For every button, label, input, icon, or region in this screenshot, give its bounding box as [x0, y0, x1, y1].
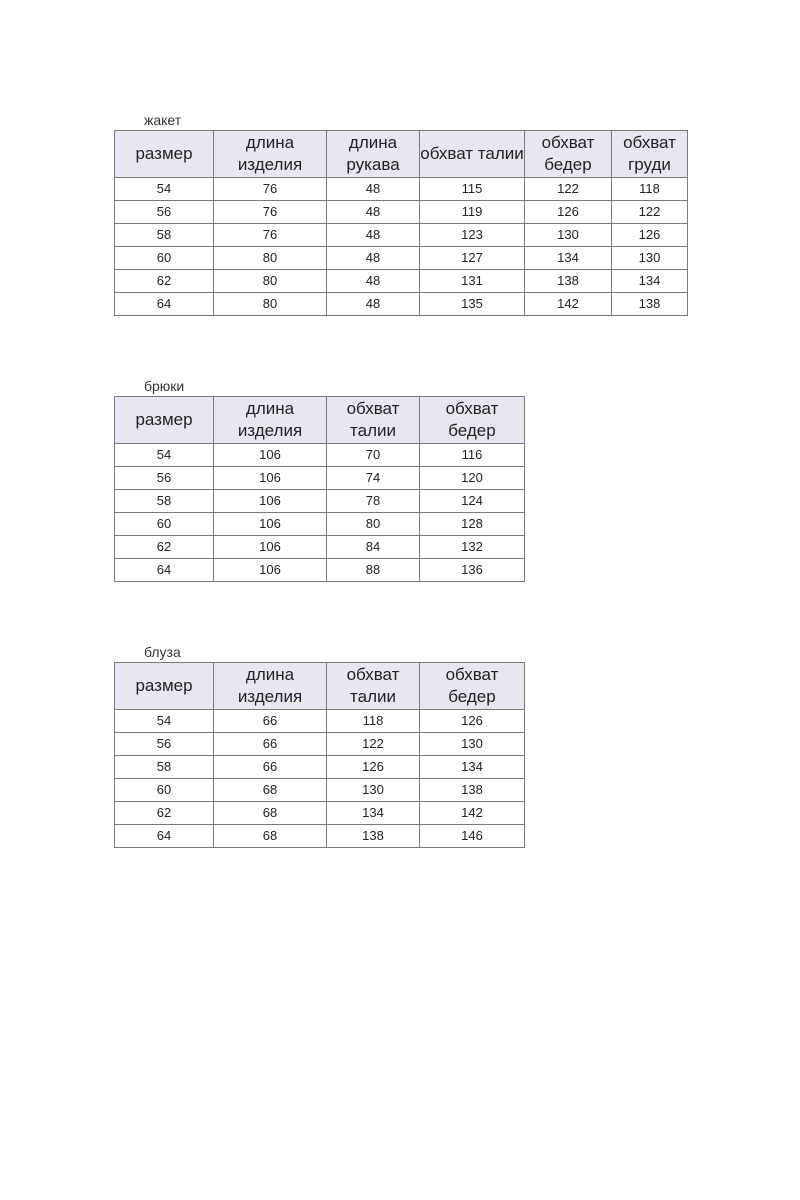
table-row — [115, 178, 688, 201]
col-header-hips: обхват бедер — [420, 397, 525, 444]
table-cell: 48 — [327, 270, 420, 293]
table-cell: 70 — [327, 444, 420, 467]
table-cell: 84 — [327, 536, 420, 559]
table-cell: 130 — [327, 779, 420, 802]
table-row — [115, 779, 525, 802]
table-cell: 66 — [214, 710, 327, 733]
table-cell: 64 — [115, 825, 214, 848]
table-cell: 106 — [214, 536, 327, 559]
table-cell: 64 — [115, 559, 214, 582]
table-row — [115, 247, 688, 270]
trousers-section — [114, 378, 525, 582]
table-row — [115, 467, 525, 490]
table-cell: 106 — [214, 444, 327, 467]
table-cell: 88 — [327, 559, 420, 582]
table-cell: 138 — [420, 779, 525, 802]
table-cell: 122 — [327, 733, 420, 756]
table-row — [115, 559, 525, 582]
col-header-hips: обхват бедер — [420, 663, 525, 710]
table-cell: 48 — [327, 178, 420, 201]
table-cell: 80 — [214, 270, 327, 293]
table-cell: 130 — [612, 247, 688, 270]
table-cell: 60 — [115, 513, 214, 536]
table-row — [115, 825, 525, 848]
table-cell: 142 — [525, 293, 612, 316]
table-cell: 136 — [420, 559, 525, 582]
table-cell: 56 — [115, 467, 214, 490]
col-header-length: длина изделия — [214, 131, 327, 178]
table-cell: 118 — [612, 178, 688, 201]
table-cell: 76 — [214, 178, 327, 201]
table-cell: 76 — [214, 224, 327, 247]
trousers-size-table — [114, 396, 525, 582]
table-cell: 68 — [214, 825, 327, 848]
table-cell: 134 — [327, 802, 420, 825]
col-header-waist: обхват талии — [327, 663, 420, 710]
table-cell: 60 — [115, 779, 214, 802]
table-row — [115, 513, 525, 536]
table-cell: 58 — [115, 224, 214, 247]
table-row — [115, 270, 688, 293]
table-cell: 66 — [214, 733, 327, 756]
table-cell: 80 — [214, 293, 327, 316]
table-cell: 62 — [115, 536, 214, 559]
table-cell: 142 — [420, 802, 525, 825]
table-cell: 127 — [420, 247, 525, 270]
blouse-caption: блуза — [144, 644, 181, 660]
table-cell: 116 — [420, 444, 525, 467]
table-cell: 68 — [214, 802, 327, 825]
table-cell: 123 — [420, 224, 525, 247]
table-cell: 106 — [214, 467, 327, 490]
table-cell: 106 — [214, 513, 327, 536]
table-cell: 62 — [115, 270, 214, 293]
table-row — [115, 444, 525, 467]
table-cell: 80 — [214, 247, 327, 270]
col-header-waist: обхват талии — [327, 397, 420, 444]
table-cell: 66 — [214, 756, 327, 779]
table-cell: 56 — [115, 201, 214, 224]
table-cell: 56 — [115, 733, 214, 756]
table-header-row — [115, 663, 525, 710]
table-cell: 64 — [115, 293, 214, 316]
table-cell: 106 — [214, 490, 327, 513]
table-cell: 78 — [327, 490, 420, 513]
table-cell: 58 — [115, 756, 214, 779]
table-cell: 138 — [327, 825, 420, 848]
col-header-sleeve: длина рукава — [327, 131, 420, 178]
table-cell: 130 — [525, 224, 612, 247]
table-cell: 134 — [525, 247, 612, 270]
table-cell: 128 — [420, 513, 525, 536]
table-cell: 138 — [525, 270, 612, 293]
table-cell: 122 — [525, 178, 612, 201]
jacket-caption: жакет — [144, 112, 182, 128]
table-cell: 135 — [420, 293, 525, 316]
table-cell: 126 — [327, 756, 420, 779]
table-cell: 118 — [327, 710, 420, 733]
table-cell: 122 — [612, 201, 688, 224]
col-header-size: размер — [115, 131, 214, 178]
table-cell: 54 — [115, 178, 214, 201]
table-cell: 119 — [420, 201, 525, 224]
col-header-length: длина изделия — [214, 397, 327, 444]
table-cell: 60 — [115, 247, 214, 270]
table-cell: 126 — [525, 201, 612, 224]
table-cell: 54 — [115, 444, 214, 467]
table-row — [115, 201, 688, 224]
table-cell: 124 — [420, 490, 525, 513]
table-cell: 68 — [214, 779, 327, 802]
table-cell: 48 — [327, 247, 420, 270]
col-header-waist: обхват талии — [420, 131, 525, 178]
table-cell: 134 — [612, 270, 688, 293]
table-row — [115, 710, 525, 733]
table-row — [115, 490, 525, 513]
table-cell: 131 — [420, 270, 525, 293]
table-cell: 120 — [420, 467, 525, 490]
table-cell: 126 — [612, 224, 688, 247]
trousers-caption: брюки — [144, 378, 185, 394]
table-cell: 138 — [612, 293, 688, 316]
table-cell: 48 — [327, 201, 420, 224]
jacket-size-table — [114, 130, 688, 316]
table-cell: 146 — [420, 825, 525, 848]
col-header-hips: обхват бедер — [525, 131, 612, 178]
table-row — [115, 756, 525, 779]
table-cell: 48 — [327, 293, 420, 316]
col-header-length: длина изделия — [214, 663, 327, 710]
table-cell: 54 — [115, 710, 214, 733]
jacket-section — [114, 112, 688, 316]
table-row — [115, 802, 525, 825]
table-cell: 126 — [420, 710, 525, 733]
table-cell: 62 — [115, 802, 214, 825]
blouse-section — [114, 644, 525, 848]
table-header-row — [115, 397, 525, 444]
table-cell: 106 — [214, 559, 327, 582]
table-cell: 48 — [327, 224, 420, 247]
table-cell: 134 — [420, 756, 525, 779]
col-header-size: размер — [115, 663, 214, 710]
table-header-row — [115, 131, 688, 178]
table-row — [115, 224, 688, 247]
table-row — [115, 733, 525, 756]
table-cell: 130 — [420, 733, 525, 756]
table-cell: 76 — [214, 201, 327, 224]
table-cell: 80 — [327, 513, 420, 536]
table-cell: 58 — [115, 490, 214, 513]
table-cell: 74 — [327, 467, 420, 490]
table-row — [115, 293, 688, 316]
table-cell: 132 — [420, 536, 525, 559]
col-header-chest: обхват груди — [612, 131, 688, 178]
table-row — [115, 536, 525, 559]
table-cell: 115 — [420, 178, 525, 201]
col-header-size: размер — [115, 397, 214, 444]
blouse-size-table — [114, 662, 525, 848]
